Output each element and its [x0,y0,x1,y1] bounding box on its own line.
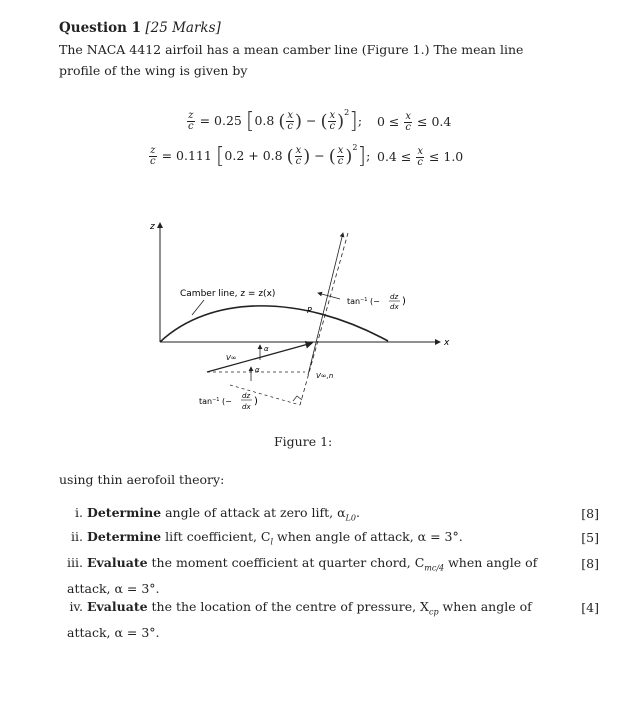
eq1-coef: = 0.25 [199,113,242,128]
v-inf-label: V∞ [226,354,237,362]
eq2-a: 0.2 + 0.8 [224,148,283,163]
mark-iv: [4] [581,600,599,615]
question-marks: [25 Marks] [145,20,221,36]
camber-line [160,306,388,342]
tan-top-dx: dx [390,303,399,311]
camber-line-figure [140,215,470,435]
z-axis-label: z [150,222,155,232]
alpha-label-1: α [264,345,269,353]
svg-text:): ) [402,296,406,307]
using-text: using thin aerofoil theory: [59,472,225,487]
question-item-i: i. Determine angle of attack at zero lift, $\alpha_{L0}$. [75,505,360,523]
tangent-arrow [318,293,340,299]
equation-2-range: 0.4 ≤ $\frac{x}{c}$ ≤ 1.0 [377,146,464,168]
v-inf-n-label: V∞,n [316,372,334,380]
question-item-iii: iii. Evaluate the moment coefficient at quarter chord, $C_{mc/4}$ when angle of attack, α = 3°. [67,555,538,596]
figure-caption: Figure 1: [274,434,333,449]
equation-1-range: 0 ≤ $\frac{x}{c}$ ≤ 0.4 [377,111,452,133]
tan-label-top: $\tan^{-1}$ (− [347,297,380,306]
tan-top-dz: dz [390,293,399,301]
question-heading [59,20,221,36]
svg-text:): ) [254,396,258,407]
eq2-coef: = 0.111 [161,148,212,163]
normal-solid-arrow [308,233,343,375]
camber-pointer [192,300,204,315]
mark-iii: [8] [581,556,599,571]
eq1-lhs: $\frac{z}{c}$ [188,110,194,132]
x-axis-label: x [444,338,450,348]
intro-text: The NACA 4412 airfoil has a mean camber line (Figure 1.) The mean line profile of the wing is given by [59,42,524,78]
alpha-label-2: α [255,366,260,374]
equation-2: $\frac{z}{c}$ = 0.111 [0.2 + 0.8 ( $\frac{x}{c}$ ) − ( $\frac{x}{c}$ )$^2$]; [150,143,371,169]
right-angle-mark [293,396,302,401]
equation-1: $\frac{z}{c}$ = 0.25 [0.8 ( $\frac{x}{c}$ ) − ( $\frac{x}{c}$ )$^2$]; [188,108,363,134]
question-title: Question 1 [59,20,142,36]
v-inf-n-dashed [230,385,300,405]
eq2-lhs: $\frac{z}{c}$ [150,145,156,167]
tan-label-bottom: $\tan^{-1}$ (− [199,397,232,406]
question-item-ii: ii. Determine lift coefficient, $C_l$ when angle of attack, α = 3°. [71,529,463,547]
eq1-a: 0.8 [254,113,275,128]
question-item-iv: iv. Evaluate the the location of the centre of pressure, $X_{cp}$ when angle of attack, α = 3°. [67,599,532,640]
tan-bottom-dz: dz [242,392,251,400]
camber-label: Camber line, z = z(x) [180,289,276,299]
mark-ii: [5] [581,530,599,545]
point-p-label: P [307,306,312,315]
tan-bottom-dx: dx [242,403,251,411]
mark-i: [8] [581,506,599,521]
